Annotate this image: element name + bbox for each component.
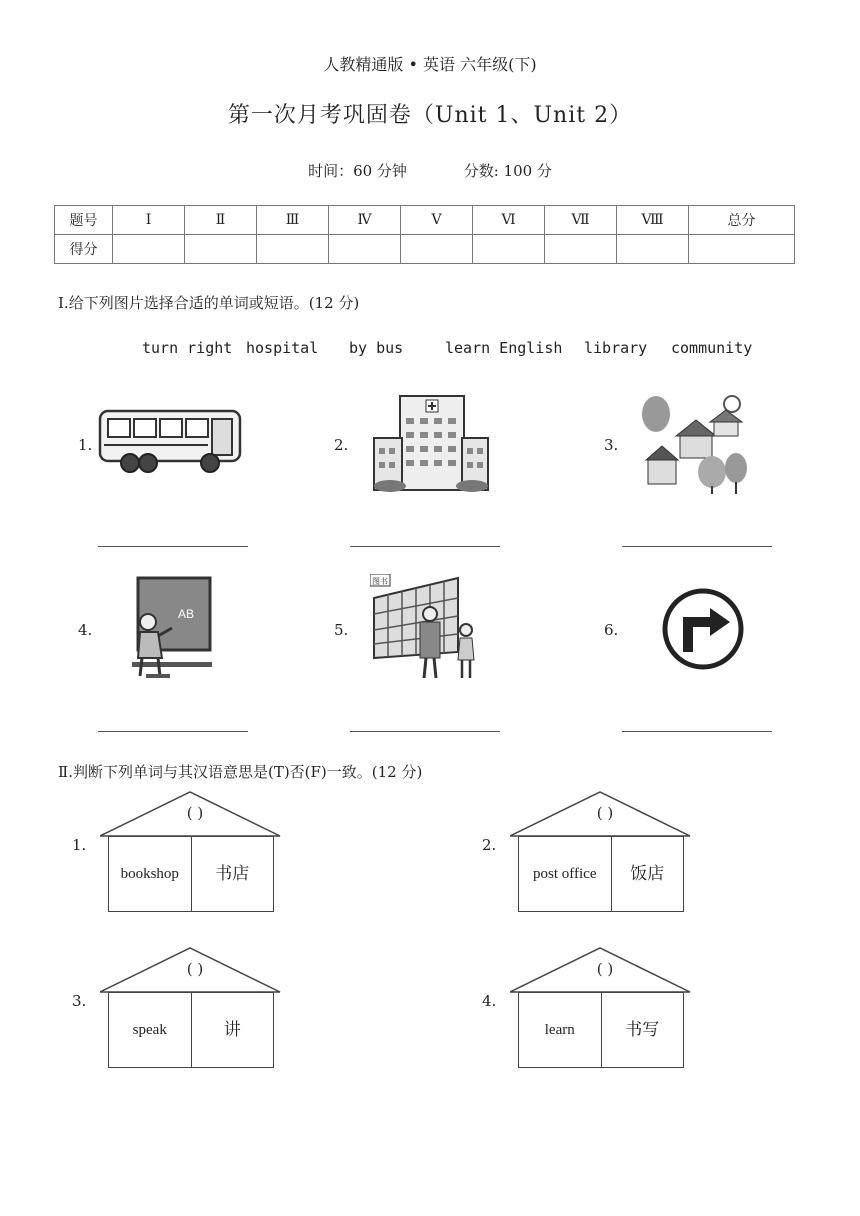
score-table-header: Ⅴ: [401, 206, 473, 235]
score-cell[interactable]: [473, 235, 545, 264]
score-table-header: Ⅵ: [473, 206, 545, 235]
score-cell[interactable]: [545, 235, 617, 264]
house-item: [482, 790, 700, 920]
section1-title: Ⅰ.给下列图片选择合适的单词或短语。(12 分): [58, 294, 360, 312]
score-table-header: Ⅷ: [617, 206, 689, 235]
score-cell[interactable]: [689, 235, 795, 264]
english-word: learn: [519, 993, 602, 1067]
hospital-picture: [370, 392, 492, 494]
score-cell[interactable]: [113, 235, 185, 264]
score-table-header: 题号: [55, 206, 113, 235]
word-bank-item: turn right: [142, 339, 233, 357]
total-score: 分数: 100 分: [463, 162, 552, 180]
score-table-header: Ⅲ: [257, 206, 329, 235]
svg-text:AB: AB: [178, 607, 195, 621]
score-table-header: Ⅱ: [185, 206, 257, 235]
word-bank-item: learn English: [445, 339, 563, 357]
house-item: [72, 946, 290, 1076]
answer-line[interactable]: [622, 731, 772, 732]
item-number: 5.: [334, 621, 349, 639]
house-body: [108, 836, 274, 912]
bus-picture: [96, 405, 246, 477]
answer-line[interactable]: [98, 731, 248, 732]
score-cell[interactable]: [617, 235, 689, 264]
score-cell[interactable]: [329, 235, 401, 264]
section2-title: Ⅱ.判断下列单词与其汉语意思是(T)否(F)一致。(12 分): [58, 763, 423, 781]
turn-right-sign-icon: [660, 586, 746, 672]
library-picture: [370, 574, 482, 684]
score-table: [54, 205, 795, 264]
exam-meta: [0, 160, 860, 181]
score-table-header: Ⅳ: [329, 206, 401, 235]
chinese-meaning: 书写: [625, 1019, 660, 1040]
score-table-header: Ⅰ: [113, 206, 185, 235]
score-table-score-row: [55, 235, 795, 264]
classroom-picture: [128, 576, 214, 682]
english-word: bookshop: [109, 837, 192, 911]
word-bank-item: community: [671, 339, 753, 357]
answer-line[interactable]: [98, 546, 248, 547]
community-picture: [640, 390, 750, 496]
item-number: 4.: [78, 621, 93, 639]
chinese-meaning: 饭店: [630, 863, 665, 884]
item-number: 6.: [604, 621, 619, 639]
answer-line[interactable]: [350, 546, 500, 547]
score-table-header-row: [55, 206, 795, 235]
exam-subtitle: 人教精通版 • 英语 六年级(下): [323, 55, 537, 74]
score-table-header: Ⅶ: [545, 206, 617, 235]
score-cell[interactable]: [257, 235, 329, 264]
item-number: 3.: [72, 992, 87, 1010]
answer-parentheses[interactable]: ( ): [596, 804, 614, 822]
house-body: [518, 992, 684, 1068]
item-number: 1.: [72, 836, 87, 854]
house-body: [518, 836, 684, 912]
answer-line[interactable]: [350, 731, 500, 732]
item-number: 3.: [604, 436, 619, 454]
svg-text:图书: 图书: [372, 577, 388, 586]
score-row-label: 得分: [55, 235, 113, 264]
score-cell[interactable]: [401, 235, 473, 264]
item-number: 2.: [482, 836, 497, 854]
english-word: speak: [109, 993, 192, 1067]
chinese-meaning: 讲: [223, 1019, 241, 1040]
exam-title: 第一次月考巩固卷（Unit 1、Unit 2）: [227, 103, 633, 128]
chinese-meaning: 书店: [215, 863, 250, 884]
word-bank-item: hospital: [246, 339, 319, 357]
house-item: [72, 790, 290, 920]
answer-parentheses[interactable]: ( ): [186, 804, 204, 822]
answer-parentheses[interactable]: ( ): [186, 960, 204, 978]
house-item: [482, 946, 700, 1076]
answer-line[interactable]: [622, 546, 772, 547]
house-body: [108, 992, 274, 1068]
word-bank-item: by bus: [349, 339, 404, 357]
answer-parentheses[interactable]: ( ): [596, 960, 614, 978]
word-bank-item: library: [584, 339, 648, 357]
score-cell[interactable]: [185, 235, 257, 264]
english-word: post office: [519, 837, 612, 911]
item-number: 4.: [482, 992, 497, 1010]
score-table-header: 总分: [689, 206, 795, 235]
item-number: 1.: [78, 436, 93, 454]
item-number: 2.: [334, 436, 349, 454]
time-limit: 时间：60 分钟: [308, 162, 407, 180]
